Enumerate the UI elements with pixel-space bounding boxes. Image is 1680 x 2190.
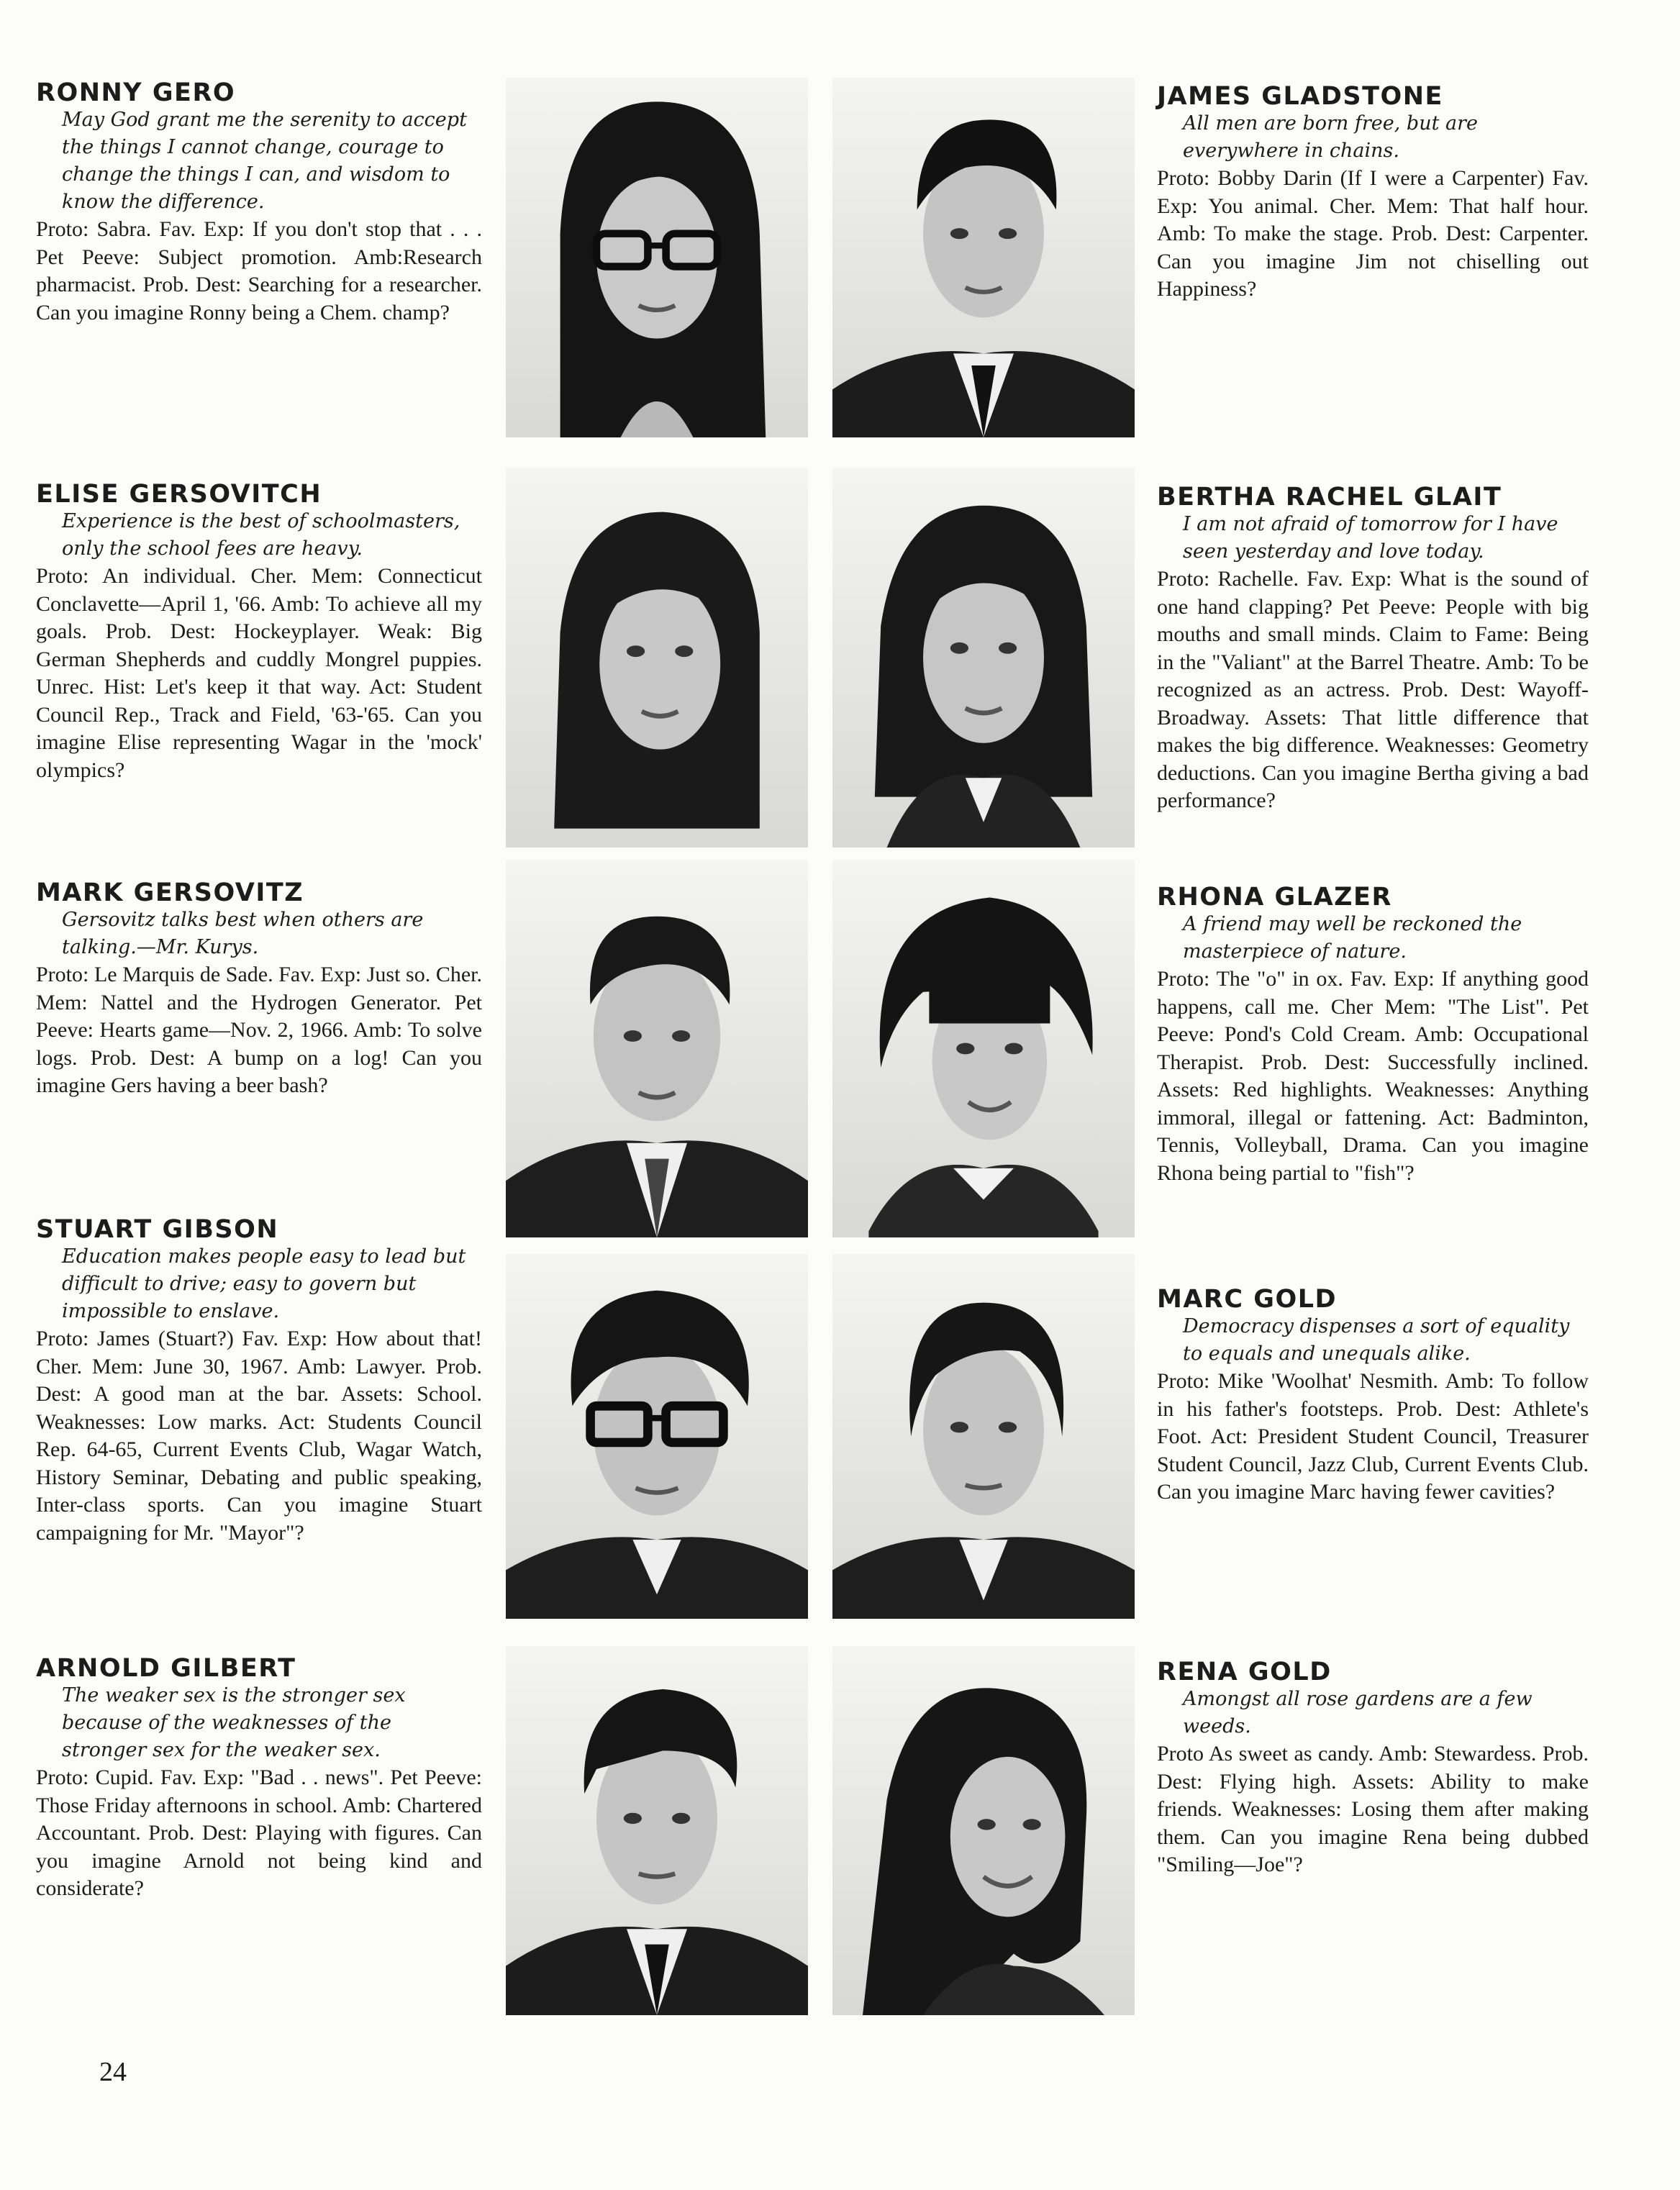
student-photo-stuart-gibson: [506, 1254, 808, 1619]
student-entry-elise-gersovitch: [36, 481, 482, 784]
student-name: ARNOLD GILBERT: [36, 1654, 296, 1683]
student-photo-rena-gold: [832, 1646, 1135, 2015]
student-bio: Proto: Cupid. Fav. Exp: "Bad . . news". Pet Peeve: Those Friday afternoons in school. Amb: Chartered Accountant. Prob. Dest: Playing with figures. Can you imagine Arnold not being kind and considerate?: [36, 1766, 482, 1900]
student-quote: Gersovitz talks best when others are talking.—Mr. Kurys.: [62, 909, 424, 958]
student-bio: Proto: James (Stuart?) Fav. Exp: How about that! Cher. Mem: June 30, 1967. Amb: Lawyer. Prob. Dest: A good man at the bar. Assets: School. Weaknesses: Low marks. Act: Students Council Rep. 64-65, Current Events Club, Wagar Watch, History Seminar, Debating and public speaking, Inter-class sports. Can you imagine Stuart campaigning for Mr. "Mayor"?: [36, 1327, 482, 1545]
student-entry-mark-gersovitz: [36, 879, 482, 1100]
student-bio: Proto: The "o" in ox. Fav. Exp: If anything good happens, call me. Cher Mem: "The List". Pet Peeve: Pond's Cold Cream. Amb: Occupational Therapist. Prob. Dest: Successfully inclined. Assets: Red highlights. Weaknesses: Anything immoral, illegal or fattening. Act: Badminton, Tennis, Volleyball, Drama. Can you imagine Rhona being partial to "fish"?: [1157, 967, 1589, 1185]
student-name: JAMES GLADSTONE: [1157, 82, 1443, 111]
student-quote: May God grant me the serenity to accept the things I cannot change, courage to change the things I can, and wisdom to know the difference.: [62, 109, 467, 213]
student-name: ELISE GERSOVITCH: [36, 480, 322, 509]
student-quote: Education makes people easy to lead but difficult to drive; easy to govern but impossible to enslave.: [62, 1245, 466, 1322]
student-entry-ronny-gero: [36, 79, 482, 327]
student-quote: I am not afraid of tomorrow for I have seen yesterday and love today.: [1183, 513, 1558, 563]
student-quote: Experience is the best of schoolmasters, only the school fees are heavy.: [62, 510, 460, 560]
student-bio: Proto: Mike 'Woolhat' Nesmith. Amb: To follow in his father's footsteps. Prob. Dest: Athlete's Foot. Act: President Student Council, Treasurer Student Council, Jazz Club, Current Events Club. Can you imagine Marc having fewer cavities?: [1157, 1369, 1589, 1504]
student-photo-ronny-gero: [506, 78, 808, 437]
student-quote: Democracy dispenses a sort of equality to equals and unequals alike.: [1183, 1315, 1570, 1365]
student-entry-arnold-gilbert: [36, 1655, 482, 1903]
student-entry-marc-gold: [1157, 1286, 1589, 1507]
page-number: 24: [99, 2057, 127, 2087]
student-entry-james-gladstone: [1157, 83, 1589, 304]
student-quote: Amongst all rose gardens are a few weeds.: [1183, 1688, 1533, 1737]
student-entry-rhona-glazer: [1157, 883, 1589, 1187]
student-bio: Proto: Rachelle. Fav. Exp: What is the sound of one hand clapping? Pet Peeve: People with big mouths and small minds. Claim to Fame: Being in the "Valiant" at the Barrel Theatre. Amb: To be recognized as an actress. Prob. Dest: Wayoff-Broadway. Assets: That little difference that makes the big difference. Weaknesses: Geometry deductions. Can you imagine Bertha giving a bad performance?: [1157, 567, 1589, 812]
student-name: RHONA GLAZER: [1157, 883, 1392, 912]
student-name: RENA GOLD: [1157, 1658, 1332, 1686]
student-bio: Proto: Bobby Darin (If I were a Carpenter) Fav. Exp: You animal. Cher. Mem: That half hour. Amb: To make the stage. Prob. Dest: Carpenter. Can you imagine Jim not chiselling out Happiness?: [1157, 166, 1589, 301]
student-entry-stuart-gibson: [36, 1216, 482, 1547]
student-bio: Proto: Le Marquis de Sade. Fav. Exp: Just so. Cher. Mem: Nattel and the Hydrogen Generator. Pet Peeve: Hearts game—Nov. 2, 1966. Amb: To solve logs. Prob. Dest: A bump on a log! Can you imagine Gers having a beer bash?: [36, 963, 482, 1097]
student-name: MARK GERSOVITZ: [36, 878, 304, 907]
student-photo-james-gladstone: [832, 78, 1135, 437]
student-bio: Proto As sweet as candy. Amb: Stewardess. Prob. Dest: Flying high. Assets: Ability to make friends. Weaknesses: Losing them after making them. Can you imagine Rena being dubbed "Smiling—Joe"?: [1157, 1742, 1589, 1876]
student-name: STUART GIBSON: [36, 1215, 279, 1244]
student-entry-rena-gold: [1157, 1658, 1589, 1879]
student-quote: The weaker sex is the stronger sex because of the weaknesses of the stronger sex for the weaker sex.: [62, 1684, 406, 1761]
student-photo-rhona-glazer: [832, 860, 1135, 1237]
student-quote: All men are born free, but are everywhere in chains.: [1183, 112, 1478, 162]
student-quote: A friend may well be reckoned the masterpiece of nature.: [1183, 913, 1522, 963]
student-name: RONNY GERO: [36, 78, 236, 107]
student-entry-bertha-glait: [1157, 483, 1589, 815]
student-photo-marc-gold: [832, 1254, 1135, 1619]
student-bio: Proto: Sabra. Fav. Exp: If you don't stop that . . . Pet Peeve: Subject promotion. Amb:Research pharmacist. Prob. Dest: Searching for a researcher. Can you imagine Ronny being a Chem. champ?: [36, 217, 482, 324]
student-photo-mark-gersovitz: [506, 860, 808, 1237]
student-photo-elise-gersovitch: [506, 468, 808, 848]
student-name: MARC GOLD: [1157, 1285, 1338, 1314]
student-photo-bertha-glait: [832, 468, 1135, 848]
student-bio: Proto: An individual. Cher. Mem: Connecticut Conclavette—April 1, '66. Amb: To achieve all my goals. Prob. Dest: Hockeyplayer. Weak: Big German Shepherds and cuddly Mongrel puppies. Unrec. Hist: Let's keep it that way. Act: Student Council Rep., Track and Field, '63-'65. Can you imagine Elise representing Wagar in the 'mock' olympics?: [36, 564, 482, 782]
student-name: BERTHA RACHEL GLAIT: [1157, 483, 1502, 512]
student-photo-arnold-gilbert: [506, 1646, 808, 2015]
